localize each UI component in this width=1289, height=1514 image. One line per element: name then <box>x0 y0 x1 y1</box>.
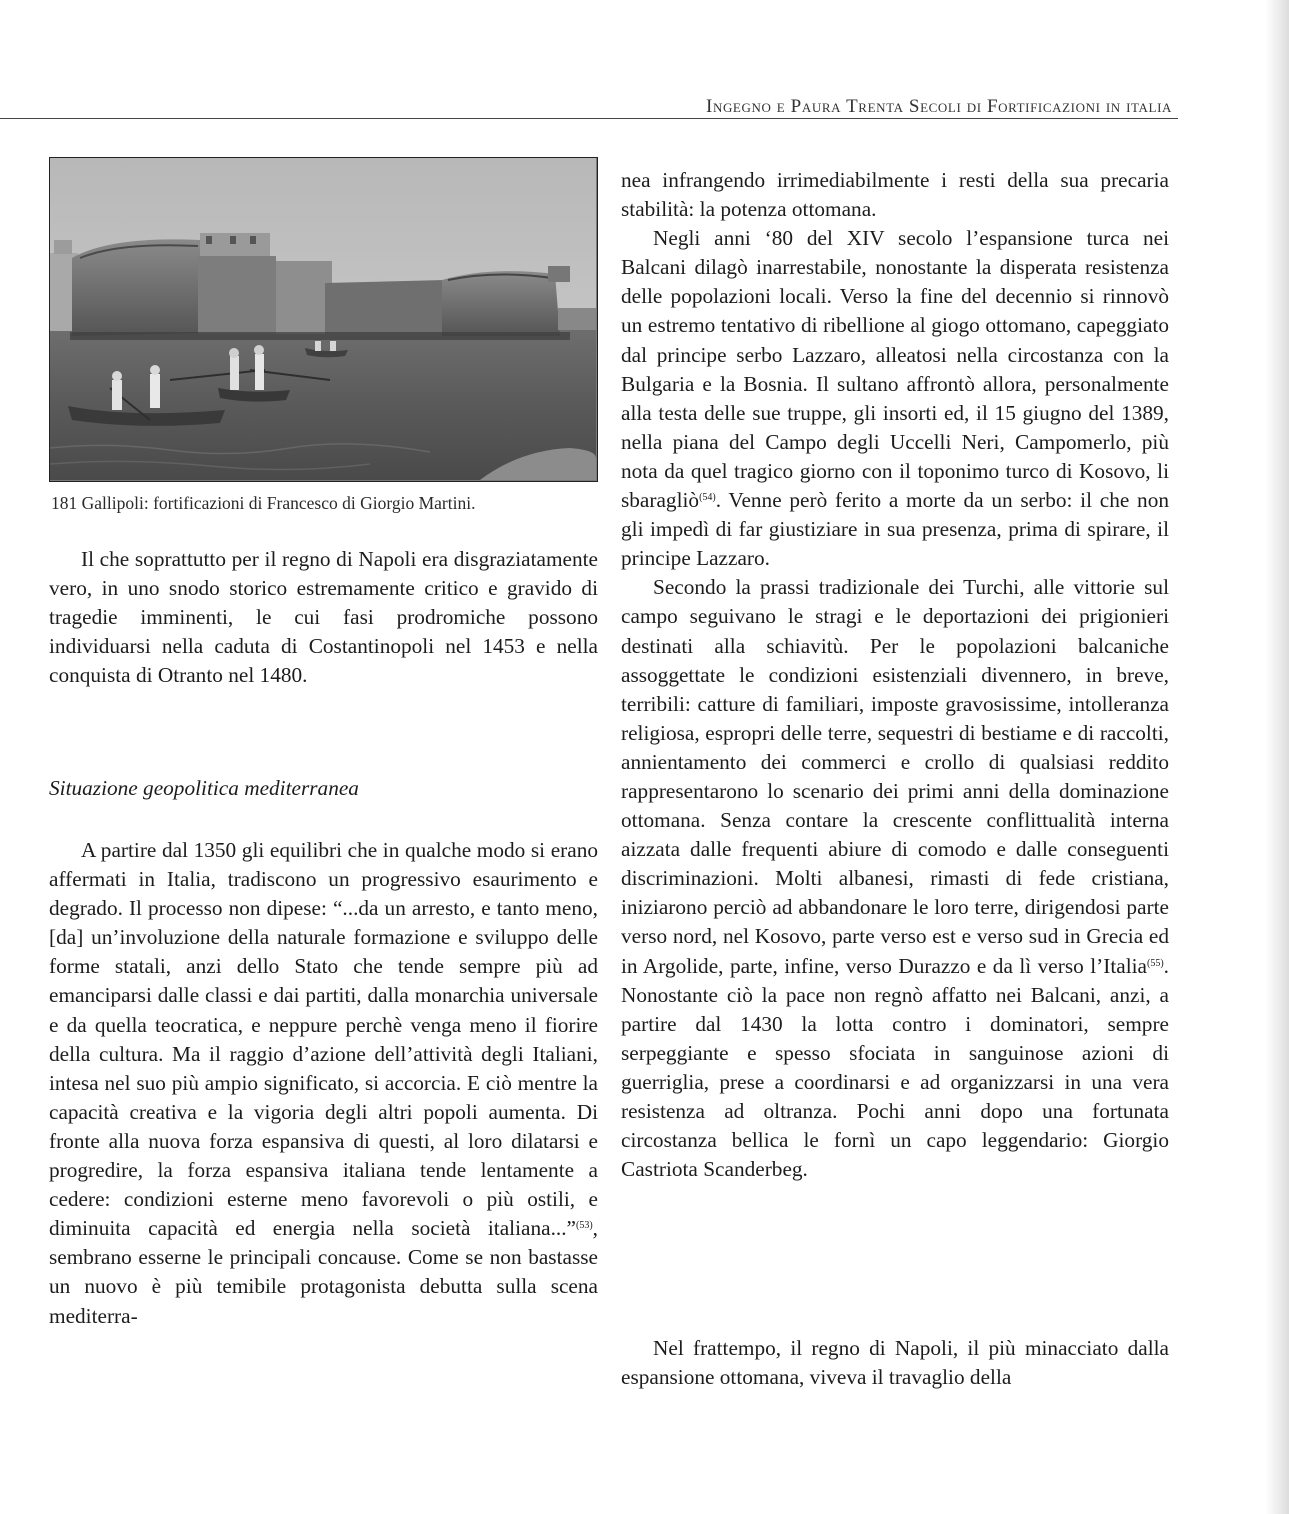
paragraph <box>621 224 1169 573</box>
footnote-ref-54: (54) <box>699 492 716 504</box>
running-header: Ingegno e Paura Trenta Secoli di Fortificazioni in italia <box>706 96 1172 117</box>
header-rule <box>0 118 1178 119</box>
paragraph-text: A partire dal 1350 gli equilibri che in qualche modo si erano affermati in Italia, tradiscono un progressivo esaurimento e degrado. Il processo non dipese: “...da un arresto, e tanto meno, [da] un’involuzione della naturale formazione e sviluppo delle forme statali, anzi dello Stato che tende sempre più ad emanciparsi dalle classi e dai partiti, dalla monarchia universale e da quella teocratica, e neppure perchè venga meno il fiorire della cultura. Ma il raggio d’azione dell’attività degli Italiani, intesa nel suo più ampio significato, si accorcia. E ciò mentre la capacità creativa e la vigoria degli altri popoli aumenta. Di fronte alla nuova forza espansiva di questi, al loro dilatarsi e progredire, la forza espansiva italiana tende lentamente a cedere: condizioni esterne meno favorevoli o più ostili, e diminuita capacità ed energia nella società italiana...” <box>49 838 598 1241</box>
page-edge-shadow <box>1265 0 1289 1514</box>
paragraph <box>49 836 598 1331</box>
paragraph <box>621 573 1169 1184</box>
paragraph: Nel frattempo, il regno di Napoli, il più minacciato dalla espansione ottomana, viveva il travaglio della <box>621 1336 1169 1390</box>
section-heading: Situazione geopolitica mediterranea <box>49 776 359 800</box>
paragraph-text-end: , sembrano esserne le principali concause. Come se non bastasse un nuovo è più temibile protagonista debutta sulla scena mediterra- <box>49 1216 598 1328</box>
right-column <box>621 166 1169 1184</box>
paragraph-text-end: . Nonostante ciò la pace non regnò affatto nei Balcani, anzi, a partire dal 1430 la lotta contro i dominatori, sempre serpeggiante e spesso sfociata in sanguinose azioni di guerriglia, prese a coordinarsi e ad organizzarsi in una vera resistenza ad oltranza. Pochi anni dopo una fortunata circostanza bellica le fornì un capo leggendario: Giorgio Castriota Scanderbeg. <box>621 953 1169 1182</box>
figure-caption: 181 Gallipoli: fortificazioni di Francesco di Giorgio Martini. <box>51 493 476 513</box>
left-column-para-2 <box>49 836 598 1331</box>
footnote-ref-55: (55) <box>1147 957 1164 969</box>
footnote-ref-53: (53) <box>576 1220 593 1232</box>
left-column-heading <box>49 774 598 803</box>
right-column-final <box>621 1334 1169 1392</box>
figure-photo-gallipoli <box>49 157 598 482</box>
paragraph-continuation: nea infrangendo irrimediabilmente i resti della sua precaria stabilità: la potenza ottomana. <box>621 168 1169 222</box>
paragraph-text-end: . Venne però ferito a morte da un serbo: il che non gli impedì di far giustiziare in sua presenza, prima di spirare, il principe Lazzaro. <box>621 488 1169 571</box>
paragraph: Il che soprattutto per il regno di Napoli era disgraziatamente vero, in uno snodo storico estremamente critico e gravido di tragedie imminenti, le cui fasi prodromiche possono individuarsi nella caduta di Costantinopoli nel 1453 e nella conquista di Otranto nel 1480. <box>49 547 598 688</box>
left-column-para-1 <box>49 545 598 690</box>
paragraph-text: Negli anni ‘80 del XIV secolo l’espansione turca nei Balcani dilagò inarrestabile, nonostante la disperata resistenza delle popolazioni locali. Verso la fine del decennio si rinnovò un estremo tentativo di ribellione al giogo ottomano, capeggiato dal principe serbo Lazzaro, alleatosi nella circostanza con la Bulgaria e la Bosnia. Il sultano affrontò allora, personalmente alla testa delle sue truppe, gli insorti ed, il 15 giugno del 1389, nella piana del Campo degli Uccelli Neri, Campomerlo, più nota da quel tragico giorno con il toponimo turco di Kosovo, li sbaragliò <box>621 226 1169 513</box>
paragraph-text: Secondo la prassi tradizionale dei Turchi, alle vittorie sul campo seguivano le stragi e le deportazioni dei prigionieri destinati alla schiavitù. Per le popolazioni balcaniche assoggettate le condizioni esistenziali divennero, in breve, terribili: catture di familiari, imposte gravosissime, intolleranza religiosa, espropri delle terre, sequestri di bestiame e di raccolti, annientamento dei commerci e crollo di qualsiasi reddito rappresentarono lo scenario dei primi anni della dominazione ottomana. Senza contare la crescente conflittualità interna aizzata dalle frequenti abiure di comodo e dalle conseguenti discriminazioni. Molti albanesi, rimasti di fede cristiana, iniziarono perciò ad abbandonare le loro terre, dirigendosi parte verso nord, nel Kosovo, parte verso est e verso sud in Grecia ed in Argolide, parte, infine, verso Durazzo e da lì verso l’Italia <box>621 575 1169 978</box>
